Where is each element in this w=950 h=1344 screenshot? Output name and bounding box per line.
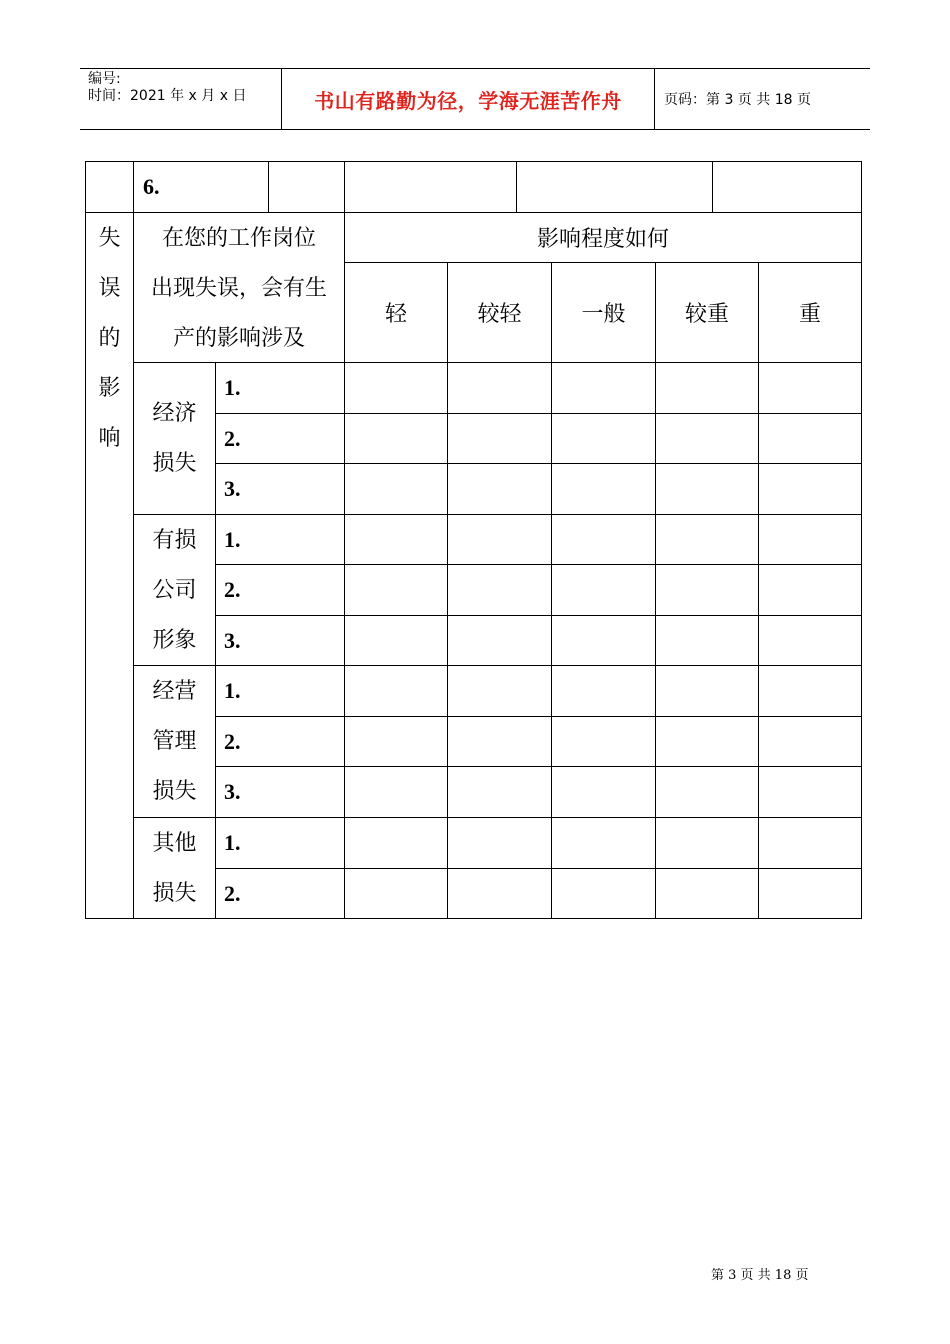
impact-level-fairly-light: 较轻 (447, 262, 551, 362)
question-line: 出现失误，会有生 (150, 276, 327, 301)
error-impact-table (85, 161, 862, 919)
impact-level-light: 轻 (344, 262, 447, 362)
item-number-cell (215, 564, 344, 615)
question-line: 在您的工作岗位 (161, 226, 316, 251)
rating-cell (758, 463, 862, 514)
rating-cell (344, 362, 447, 413)
motto-text: 书山有路勤为径，学海无涯苦作舟 (314, 88, 622, 113)
impact-header: 影响程度如何 (344, 212, 862, 262)
item-number-cell (215, 766, 344, 817)
rating-cell (447, 615, 551, 665)
header-page-number: 页码：第 3 页 共 18 页 (664, 92, 811, 108)
group-label-cell (133, 514, 215, 665)
rating-cell (758, 615, 862, 665)
item-number-cell (215, 868, 344, 919)
serial-number-label: 编号: (88, 71, 121, 87)
group-label (134, 819, 215, 919)
impact-level-moderate: 一般 (551, 262, 655, 362)
rating-cell (551, 766, 655, 817)
group-label-line: 管理 (152, 729, 197, 754)
rating-cell (758, 868, 862, 919)
rating-cell (344, 564, 447, 615)
rating-cell (447, 766, 551, 817)
row6-cell-5 (516, 161, 712, 212)
rating-cell (447, 817, 551, 868)
rating-cell (447, 463, 551, 514)
rating-cell (655, 564, 758, 615)
group-label (134, 667, 215, 817)
item-number-cell (215, 817, 344, 868)
header-page-cell (655, 69, 870, 129)
rating-cell (551, 564, 655, 615)
group-label-line: 经营 (152, 679, 197, 704)
rating-cell (447, 413, 551, 463)
section-title-char: 的 (98, 326, 121, 351)
group-label-line: 损失 (152, 881, 197, 906)
item-number: 1. (224, 375, 241, 400)
rating-cell (447, 564, 551, 615)
section-title (86, 214, 133, 464)
item-number-cell (215, 514, 344, 564)
rating-cell (551, 817, 655, 868)
rating-cell (758, 766, 862, 817)
rating-cell (758, 564, 862, 615)
rating-cell (655, 665, 758, 716)
rating-cell (344, 716, 447, 766)
group-label-line: 公司 (152, 578, 197, 603)
item-number: 1. (224, 678, 241, 703)
rating-cell (655, 362, 758, 413)
rating-cell (758, 817, 862, 868)
item-number: 2. (224, 729, 241, 754)
row6-cell-6 (712, 161, 862, 212)
section-title-char: 影 (98, 376, 121, 401)
item-number: 3. (224, 628, 241, 653)
item-number: 3. (224, 779, 241, 804)
section-title-char: 失 (98, 226, 121, 251)
item-number: 2. (224, 426, 241, 451)
section-title-cell (85, 212, 133, 919)
rating-cell (344, 615, 447, 665)
group-label-line: 经济 (152, 400, 197, 426)
rating-cell (344, 463, 447, 514)
rating-cell (344, 413, 447, 463)
rating-cell (758, 514, 862, 564)
row6-cell-3 (268, 161, 344, 212)
rating-cell (551, 413, 655, 463)
rating-cell (655, 716, 758, 766)
rating-cell (344, 868, 447, 919)
rating-cell (758, 665, 862, 716)
row6-number: 6. (143, 174, 160, 199)
rating-cell (447, 362, 551, 413)
item-number: 3. (224, 476, 241, 501)
group-label-cell (133, 817, 215, 919)
rating-cell (655, 868, 758, 919)
question-line: 产的影响涉及 (172, 326, 305, 351)
question-cell (133, 212, 344, 362)
rating-cell (447, 868, 551, 919)
rating-cell (551, 615, 655, 665)
section-title-char: 误 (98, 276, 121, 301)
rating-cell (551, 665, 655, 716)
item-number-cell (215, 463, 344, 514)
rating-cell (344, 514, 447, 564)
group-label-line: 损失 (152, 779, 197, 804)
footer-page-number: 第 3 页 共 18 页 (711, 1268, 809, 1283)
rating-cell (655, 413, 758, 463)
item-number-cell (215, 362, 344, 413)
group-label (152, 389, 196, 489)
item-number-cell (215, 413, 344, 463)
rating-cell (551, 362, 655, 413)
rating-cell (655, 766, 758, 817)
question-text (134, 214, 344, 364)
rating-cell (655, 514, 758, 564)
rating-cell (758, 716, 862, 766)
rating-cell (344, 817, 447, 868)
section-title-char: 响 (98, 426, 121, 451)
header-motto-cell (282, 69, 655, 129)
rating-cell (344, 766, 447, 817)
rating-cell (758, 362, 862, 413)
rating-cell (551, 463, 655, 514)
rating-cell (551, 514, 655, 564)
rating-cell (447, 514, 551, 564)
row6-number-cell (133, 161, 268, 212)
rating-cell (344, 665, 447, 716)
row6-empty-cell (85, 161, 133, 212)
rating-cell (551, 868, 655, 919)
page-header (80, 68, 870, 130)
item-number: 2. (224, 881, 241, 906)
group-label (134, 516, 215, 666)
item-number: 1. (224, 527, 241, 552)
rating-cell (655, 817, 758, 868)
rating-cell (655, 463, 758, 514)
impact-level-fairly-heavy: 较重 (655, 262, 758, 362)
group-label-line: 有损 (152, 528, 197, 553)
impact-level-heavy: 重 (758, 262, 862, 362)
row6-cell-4 (344, 161, 516, 212)
date-label: 时间：2021 年 x 月 x 日 (88, 88, 247, 104)
rating-cell (447, 716, 551, 766)
rating-cell (551, 716, 655, 766)
rating-cell (447, 665, 551, 716)
header-meta-cell (80, 69, 282, 129)
item-number: 2. (224, 577, 241, 602)
item-number-cell (215, 665, 344, 716)
group-label-line: 损失 (152, 450, 197, 476)
item-number: 1. (224, 830, 241, 855)
group-label-cell (133, 665, 215, 817)
group-label-line: 形象 (152, 628, 197, 653)
rating-cell (655, 615, 758, 665)
item-number-cell (215, 615, 344, 665)
group-label-line: 其他 (152, 831, 197, 856)
rating-cell (758, 413, 862, 463)
group-label-cell (133, 362, 215, 514)
item-number-cell (215, 716, 344, 766)
